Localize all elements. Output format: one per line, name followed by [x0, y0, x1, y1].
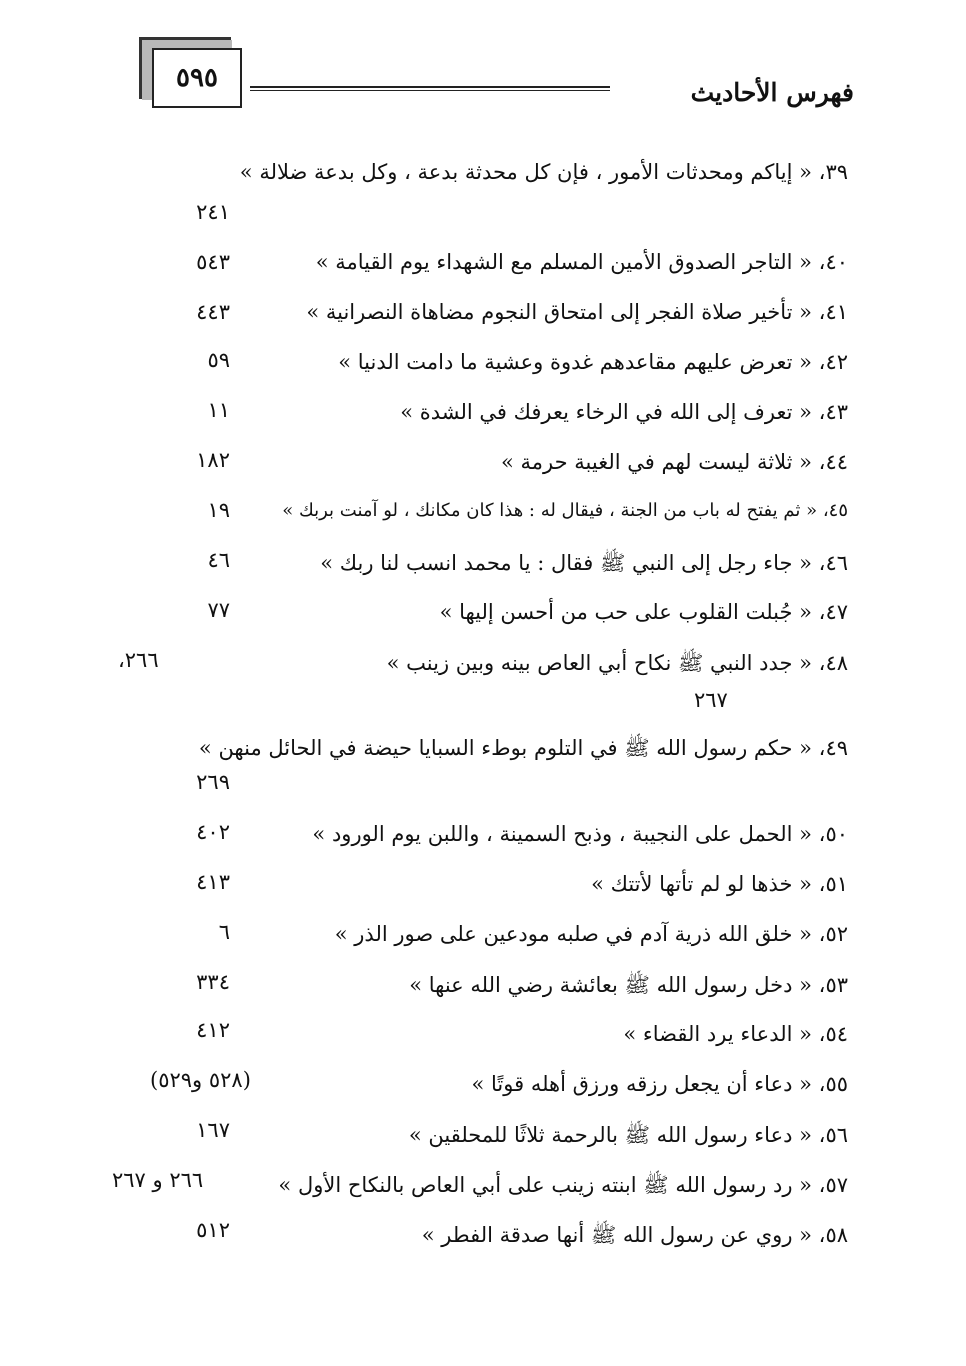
hadith-text: ٥٨، « روي عن رسول الله ﷺ أنها صدقة الفطر »: [421, 1223, 848, 1247]
hadith-text: ٤٧، « جُبلت القلوب على حب من أحسن إليها »: [439, 600, 848, 624]
hadith-text: ٤٥، « ثم يفتح له باب من الجنة ، فيقال له : هذا كان مكانك ، لو آمنت بربك »: [282, 500, 848, 521]
hadith-text: ٥٦، « دعاء رسول الله ﷺ بالرحمة ثلاثًا للمحلقين »: [408, 1123, 848, 1147]
page-ref: ١٨٢: [196, 448, 230, 472]
hadith-text: ٤٣، « تعرف إلى الله في الرخاء يعرفك في الشدة »: [400, 400, 848, 424]
hadith-text: ٤٢، « تعرض عليهم مقاعدهم غدوة وعشية ما دامت الدنيا »: [338, 350, 848, 374]
page-ref: ٢٦٦ و ٢٦٧: [112, 1168, 204, 1192]
page-ref: ١٩: [207, 498, 230, 522]
hadith-text: ٤٩، « حكم رسول الله ﷺ في التلوم بوطء السبايا حيضة في الحائل منهن »: [198, 736, 848, 760]
page-ref: ٤٠٢: [196, 820, 230, 844]
page-ref: ٢٦٦،: [118, 648, 159, 672]
hadith-text: ٤١، « تأخير صلاة الفجر إلى امتحاق النجوم مضاهاة النصرانية »: [306, 300, 848, 324]
hadith-text: ٣٩، « إياكم ومحدثات الأمور ، فإن كل محدثة بدعة ، وكل بدعة ضلالة »: [239, 160, 848, 184]
page-number: ٥٩٥: [176, 63, 218, 93]
hadith-text: ٥٧، « رد رسول الله ﷺ ابنته زينب على أبي العاص بالنكاح الأول »: [278, 1173, 848, 1197]
hadith-text: ٥١، « خذها لو لم تأتها لأتتك »: [591, 872, 848, 896]
hadith-text: ٤٨، « جدد النبي ﷺ نكاح أبي العاص بينه وبين زينب »: [386, 651, 848, 675]
page-ref: ٣٣٤: [196, 970, 230, 994]
page-ref: ١٦٧: [196, 1118, 230, 1142]
page-ref: ٢٦٩: [196, 770, 230, 794]
hadith-text: ٥٤، « الدعاء يرد القضاء »: [623, 1022, 848, 1046]
page-ref: ٥٩: [207, 348, 230, 372]
header-rule: [250, 86, 610, 91]
hadith-text: ٤٠، « التاجر الصدوق الأمين المسلم مع الشهداء يوم القيامة »: [315, 250, 848, 274]
page-ref: ٦: [218, 920, 230, 944]
page-ref: ٤٦: [207, 548, 230, 572]
page-ref-continued: ٢٦٧: [694, 688, 728, 712]
hadith-text: ٤٤، « ثلاثة ليست لهم في الغيبة حرمة »: [501, 450, 848, 474]
page-number-box: [152, 48, 242, 108]
page-ref: ٢٤١: [196, 200, 230, 224]
page-ref: ٤١٣: [196, 870, 230, 894]
page-ref: ٥١٢: [196, 1218, 230, 1242]
hadith-text: ٥٣، « دخل رسول الله ﷺ بعائشة رضي الله عنها »: [409, 973, 848, 997]
page-ref: ٤١٢: [196, 1018, 230, 1042]
page-ref: ٥٤٣: [196, 250, 230, 274]
page-ref: (٥٢٨ و٥٢٩): [150, 1068, 251, 1092]
page-title: فهرس الأحاديث: [690, 78, 854, 107]
page-ref: ٧٧: [207, 598, 230, 622]
hadith-text: ٥٢، « خلق الله ذرية آدم في صلبه مودعين على صور الذر »: [334, 922, 848, 946]
page-ref: ٤٤٣: [196, 300, 230, 324]
page-ref: ١١: [207, 398, 230, 422]
hadith-text: ٥٥، « دعاء أن يجعل رزقه ورزق أهله قوتًا »: [471, 1072, 848, 1096]
hadith-text: ٤٦، « جاء رجل إلى النبي ﷺ فقال : يا محمد انسب لنا ربك »: [320, 551, 848, 575]
hadith-text: ٥٠، « الحمل على النجيبة ، وذبح السمينة ، واللبن يوم الورود »: [312, 822, 848, 846]
